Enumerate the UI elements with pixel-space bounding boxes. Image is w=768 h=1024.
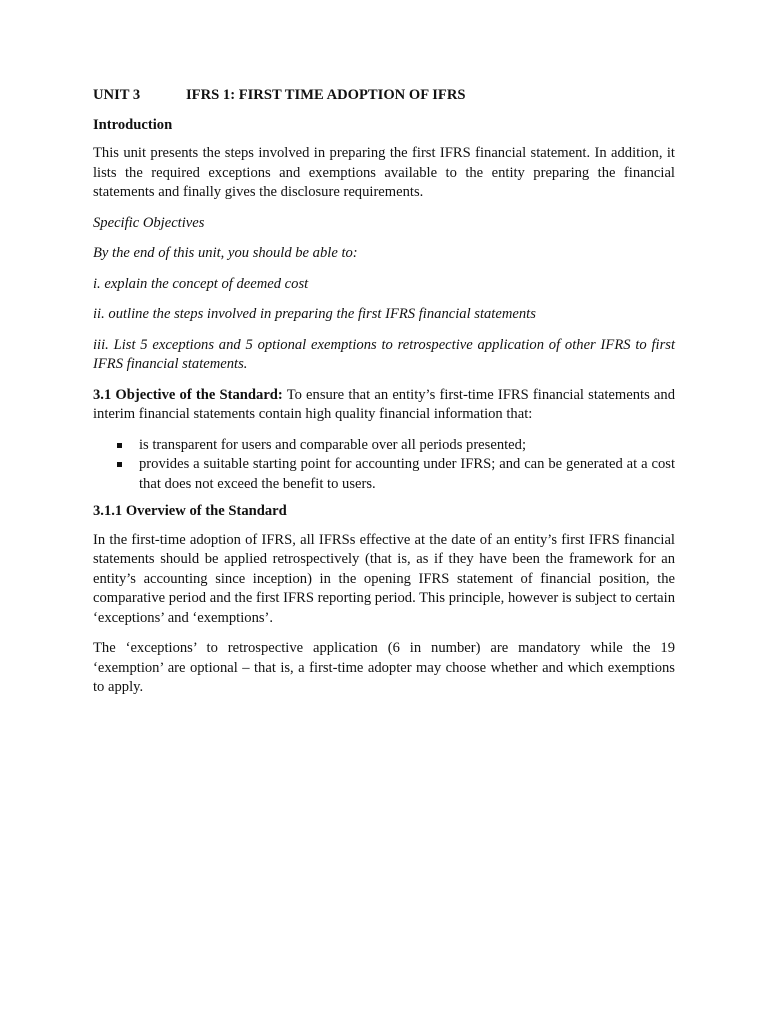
introduction-heading: Introduction <box>93 116 173 133</box>
list-item <box>93 436 675 456</box>
document-page <box>93 86 675 709</box>
square-bullet-icon <box>117 443 122 448</box>
introduction-text: This unit presents the steps involved in preparing the first IFRS financial statement. In addition, it lists the required exceptions and exemptions available to the entity preparing the financial statements and finally gives the disclosure requirements. <box>93 145 675 200</box>
bullet-text: provides a suitable starting point for accounting under IFRS; and can be generated at a cost that does not exceed the benefit to users. <box>139 456 675 492</box>
objective-item-2: ii. outline the steps involved in preparing the first IFRS financial statements <box>93 306 536 322</box>
objective-item-1: i. explain the concept of deemed cost <box>93 275 309 292</box>
objectives-lead: By the end of this unit, you should be able to: <box>93 245 358 261</box>
unit-title: IFRS 1: FIRST TIME ADOPTION OF IFRS <box>186 87 466 103</box>
objective-bullet-list <box>93 436 675 495</box>
section-3-1-heading: 3.1 Objective of the Standard: <box>93 386 283 403</box>
section-3-1-1-heading: 3.1.1 Overview of the Standard <box>93 503 287 519</box>
square-bullet-icon <box>117 462 122 467</box>
overview-paragraph-1: In the first-time adoption of IFRS, all IFRSs effective at the date of an entity’s first IFRS financial statements should be applied retrospectively (that is, as if they have been the framework for an entity’s accounting since inception) in the opening IFRS statement of financial position, the comparative period and the first IFRS reporting period. This principle, however is subject to certain ‘exceptions’ and ‘exemptions’. <box>93 531 675 626</box>
section-3-1-paragraph <box>93 386 675 425</box>
unit-heading <box>93 86 675 106</box>
unit-number: UNIT 3 <box>93 87 141 103</box>
section-3-1-text: To ensure that an entity’s first-time IFRS financial statements and interim financial statements contain high quality financial information that: <box>93 386 675 422</box>
objectives-heading: Specific Objectives <box>93 214 205 231</box>
list-item <box>93 455 675 494</box>
overview-paragraph-2: The ‘exceptions’ to retrospective application (6 in number) are mandatory while the 19 ‘exemption’ are optional – that is, a first-time adopter may choose whether and which exemptions to apply. <box>93 640 675 695</box>
objective-item-3: iii. List 5 exceptions and 5 optional exemptions to retrospective application of other IFRS to first IFRS financial statements. <box>93 336 675 372</box>
bullet-text: is transparent for users and comparable over all periods presented; <box>139 436 526 453</box>
